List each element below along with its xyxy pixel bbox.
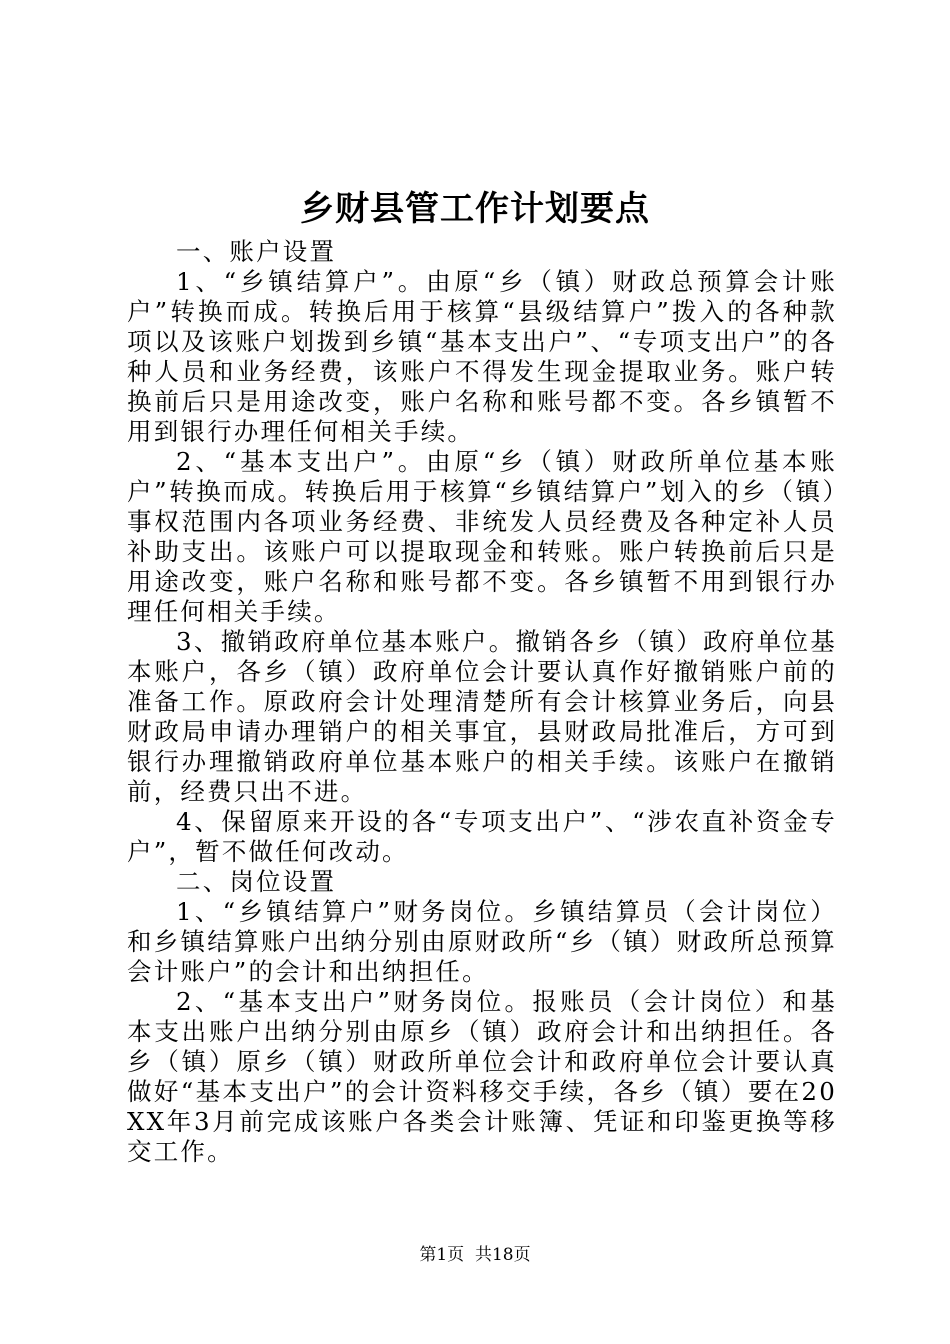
section-heading: 二、岗位设置: [176, 867, 337, 896]
body-paragraph: 2、“基本支出户”财务岗位。报账员（会计岗位）和基本支出账户出纳分别由原乡（镇）政府会计和出纳担任。各乡（镇）原乡（镇）财政所单位会计和政府单位会计要认真做好“基本支出户”的会计资料移交手续，各乡（镇）要在20XX年3月前完成该账户各类会计账簿、凭证和印鉴更换等移交工作。: [127, 987, 837, 1166]
page-footer: 第1页 共18页: [419, 1245, 531, 1265]
document-body: [127, 237, 837, 1167]
section-heading: 一、账户设置: [176, 237, 337, 266]
body-paragraph: 4、保留原来开设的各“专项支出户”、“涉农直补资金专户”，暂不做任何改动。: [127, 807, 837, 866]
body-paragraph: 1、“乡镇结算户”财务岗位。乡镇结算员（会计岗位）和乡镇结算账户出纳分别由原财政所“乡（镇）财政所总预算会计账户”的会计和出纳担任。: [127, 897, 837, 986]
body-paragraph: 3、撤销政府单位基本账户。撤销各乡（镇）政府单位基本账户，各乡（镇）政府单位会计要认真作好撤销账户前的准备工作。原政府会计处理清楚所有会计核算业务后，向县财政局申请办理销户的相关事宜，县财政局批准后，方可到银行办理撤销政府单位基本账户的相关手续。该账户在撤销前，经费只出不进。: [127, 627, 837, 806]
body-paragraph: 1、“乡镇结算户”。由原“乡（镇）财政总预算会计账户”转换而成。转换后用于核算“县级结算户”拨入的各种款项以及该账户划拨到乡镇“基本支出户”、“专项支出户”的各种人员和业务经费，该账户不得发生现金提取业务。账户转换前后只是用途改变，账户名称和账号都不变。各乡镇暂不用到银行办理任何相关手续。: [127, 267, 837, 446]
document-title: 乡财县管工作计划要点: [300, 189, 650, 229]
body-paragraph: 2、“基本支出户”。由原“乡（镇）财政所单位基本账户”转换而成。转换后用于核算“乡镇结算户”划入的乡（镇）事权范围内各项业务经费、非统发人员经费及各种定补人员补助支出。该账户可以提取现金和转账。账户转换前后只是用途改变，账户名称和账号都不变。各乡镇暂不用到银行办理任何相关手续。: [127, 447, 837, 626]
